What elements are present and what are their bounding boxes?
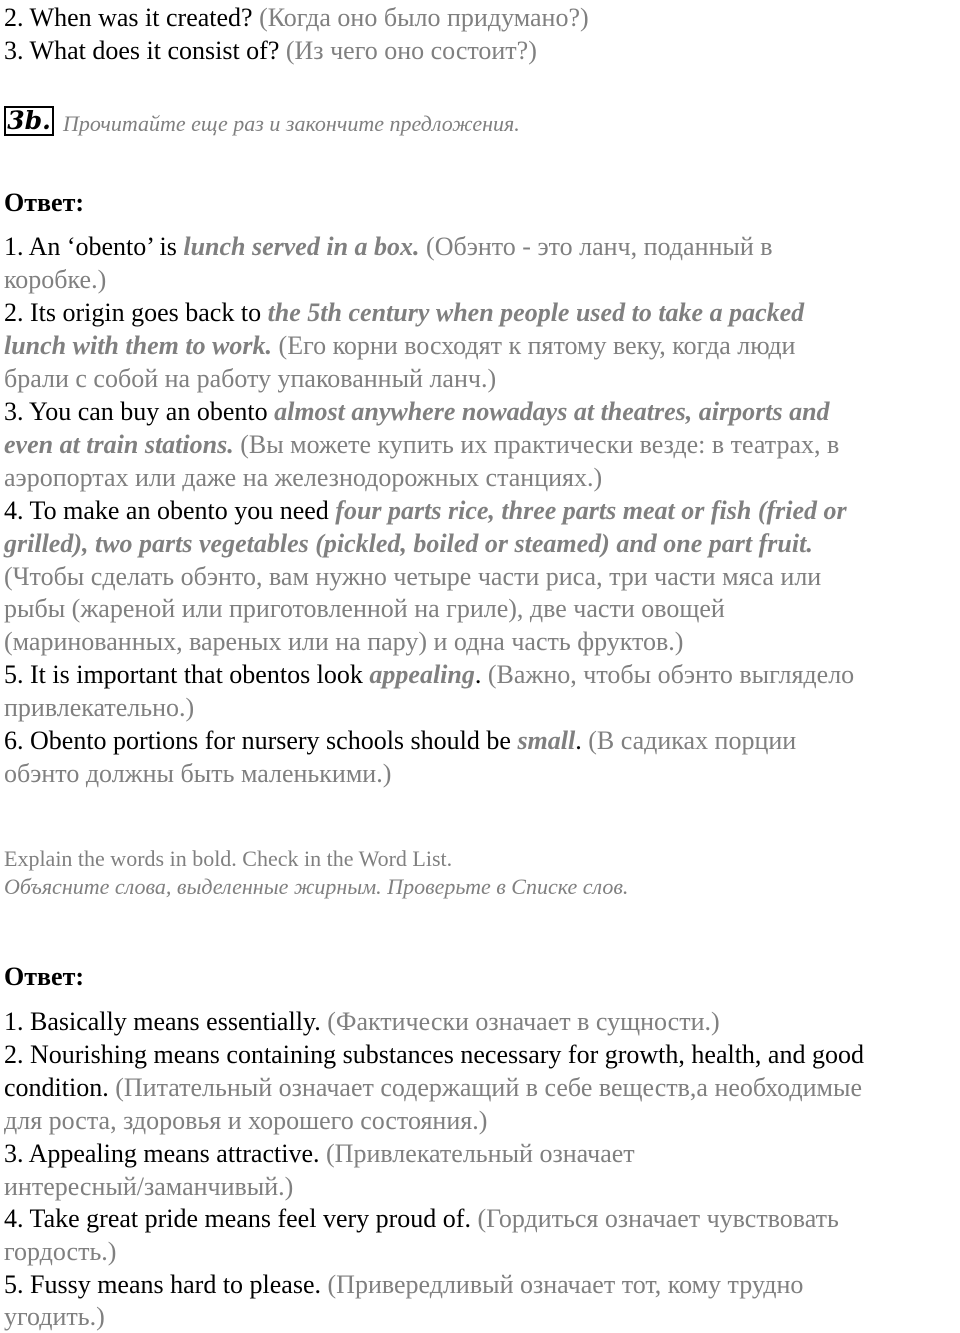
sentence-start: 3. You can buy an obento bbox=[4, 397, 275, 426]
answer-text: lunch with them to work. bbox=[4, 331, 273, 360]
translation-text: (В садиках порции bbox=[581, 726, 797, 755]
answer-line bbox=[4, 1268, 803, 1301]
answer-line bbox=[4, 395, 830, 428]
answer-line bbox=[4, 658, 854, 691]
translation-text: (Привлекательный означает bbox=[319, 1139, 635, 1168]
answer-line bbox=[4, 1235, 116, 1268]
sentence-start: 1. An ‘obento’ is bbox=[4, 232, 184, 261]
answer-text: lunch served in a box. bbox=[183, 232, 420, 261]
question-translation: (Когда оно было придумано?) bbox=[252, 3, 589, 32]
answer-heading: Ответ: bbox=[4, 188, 85, 217]
answer-line bbox=[4, 1005, 720, 1038]
definition-text: 3. Appealing means attractive. bbox=[4, 1139, 320, 1168]
question-translation: (Из чего оно состоит?) bbox=[279, 36, 537, 65]
translation-text: (Гордиться означает чувствовать bbox=[470, 1204, 839, 1233]
answer-line bbox=[4, 362, 496, 395]
answer-line bbox=[4, 560, 821, 593]
translation-text: гордость.) bbox=[4, 1237, 117, 1266]
answer-heading: Ответ: bbox=[4, 962, 85, 991]
exercise-instruction: Прочитайте еще раз и закончите предложения. bbox=[63, 111, 520, 136]
answer-line bbox=[4, 230, 773, 263]
definition-text: 4. Take great pride means feel very proud of. bbox=[4, 1204, 471, 1233]
answer-line bbox=[4, 1071, 862, 1104]
answer-line bbox=[4, 461, 602, 494]
translation-text: (Питательный означает содержащий в себе веществ,а необходимые bbox=[108, 1073, 863, 1102]
question-2 bbox=[4, 1, 589, 34]
answer-line bbox=[4, 757, 391, 790]
translation-text: (Вы можете купить их практически везде: в театрах, в bbox=[233, 430, 840, 459]
task-instruction-ru: Объясните слова, выделенные жирным. Проверьте в Списке слов. bbox=[4, 874, 629, 899]
translation-text: обэнто должны быть маленькими.) bbox=[4, 759, 392, 788]
translation-text: (Обэнто - это ланч, поданный в bbox=[419, 232, 773, 261]
sentence-end: . bbox=[474, 660, 482, 689]
answer-line bbox=[4, 263, 106, 296]
sentence-start: 6. Obento portions for nursery schools should be bbox=[4, 726, 518, 755]
sentence-end: . bbox=[575, 726, 582, 755]
translation-text: угодить.) bbox=[4, 1302, 105, 1331]
answer-text: the 5th century when people used to take a packed bbox=[267, 298, 805, 327]
answer-line bbox=[4, 1170, 293, 1203]
translation-text: для роста, здоровья и хорошего состояния.) bbox=[4, 1106, 488, 1135]
translation-text: (Чтобы сделать обэнто, вам нужно четыре части риса, три части мяса или bbox=[4, 562, 822, 591]
answer-text: four parts rice, three parts meat or fish (fried or bbox=[335, 496, 847, 525]
answer-text: appealing bbox=[369, 660, 475, 689]
translation-text: коробке.) bbox=[4, 265, 107, 294]
question-3 bbox=[4, 34, 537, 67]
translation-text: (Привередливый означает тот, кому трудно bbox=[321, 1270, 804, 1299]
answer-line bbox=[4, 691, 194, 724]
definition-text: 5. Fussy means hard to please. bbox=[4, 1270, 322, 1299]
translation-text: аэропортах или даже на железнодорожных станциях.) bbox=[4, 463, 603, 492]
exercise-label: 3b. bbox=[4, 106, 54, 136]
translation-text: (Фактически означает в сущности.) bbox=[320, 1007, 720, 1036]
answer-text: even at train stations. bbox=[4, 430, 234, 459]
definition-text: 1. Basically means essentially. bbox=[4, 1007, 321, 1036]
answer-line bbox=[4, 1202, 839, 1235]
answer-line bbox=[4, 1300, 105, 1333]
definition-text: condition. bbox=[4, 1073, 109, 1102]
question-text: 2. When was it created? bbox=[4, 3, 253, 32]
answer-line bbox=[4, 527, 813, 560]
question-text: 3. What does it consist of? bbox=[4, 36, 280, 65]
translation-text: (маринованных, вареных или на пару) и одна часть фруктов.) bbox=[4, 627, 684, 656]
definition-text: 2. Nourishing means containing substances necessary for growth, health, and good bbox=[4, 1040, 864, 1069]
answer-text: small bbox=[517, 726, 576, 755]
sentence-start: 5. It is important that obentos look bbox=[4, 660, 370, 689]
translation-text: привлекательно.) bbox=[4, 693, 195, 722]
answer-text: almost anywhere nowadays at theatres, airports and bbox=[274, 397, 830, 426]
answer-line bbox=[4, 724, 796, 757]
translation-text: рыбы (жареной или приготовленной на гриле), две части овощей bbox=[4, 594, 725, 623]
answer-line bbox=[4, 625, 683, 658]
translation-text: брали с собой на работу упакованный ланч.) bbox=[4, 364, 497, 393]
answer-line bbox=[4, 296, 804, 329]
translation-text: интересный/заманчивый.) bbox=[4, 1172, 294, 1201]
translation-text: (Его корни восходят к пятому веку, когда люди bbox=[272, 331, 796, 360]
answer-line bbox=[4, 1104, 487, 1137]
sentence-start: 4. To make an obento you need bbox=[4, 496, 336, 525]
sentence-start: 2. Its origin goes back to bbox=[4, 298, 268, 327]
answer-text: grilled), two parts vegetables (pickled, boiled or steamed) and one part fruit. bbox=[4, 529, 813, 558]
answer-line bbox=[4, 329, 795, 362]
answer-line bbox=[4, 1038, 864, 1071]
answer-line bbox=[4, 494, 847, 527]
task-instruction-en: Explain the words in bold. Check in the Word List. bbox=[4, 846, 453, 871]
answer-line bbox=[4, 428, 839, 461]
answer-line bbox=[4, 592, 725, 625]
translation-text: (Важно, чтобы обэнто выглядело bbox=[481, 660, 855, 689]
answer-line bbox=[4, 1137, 635, 1170]
